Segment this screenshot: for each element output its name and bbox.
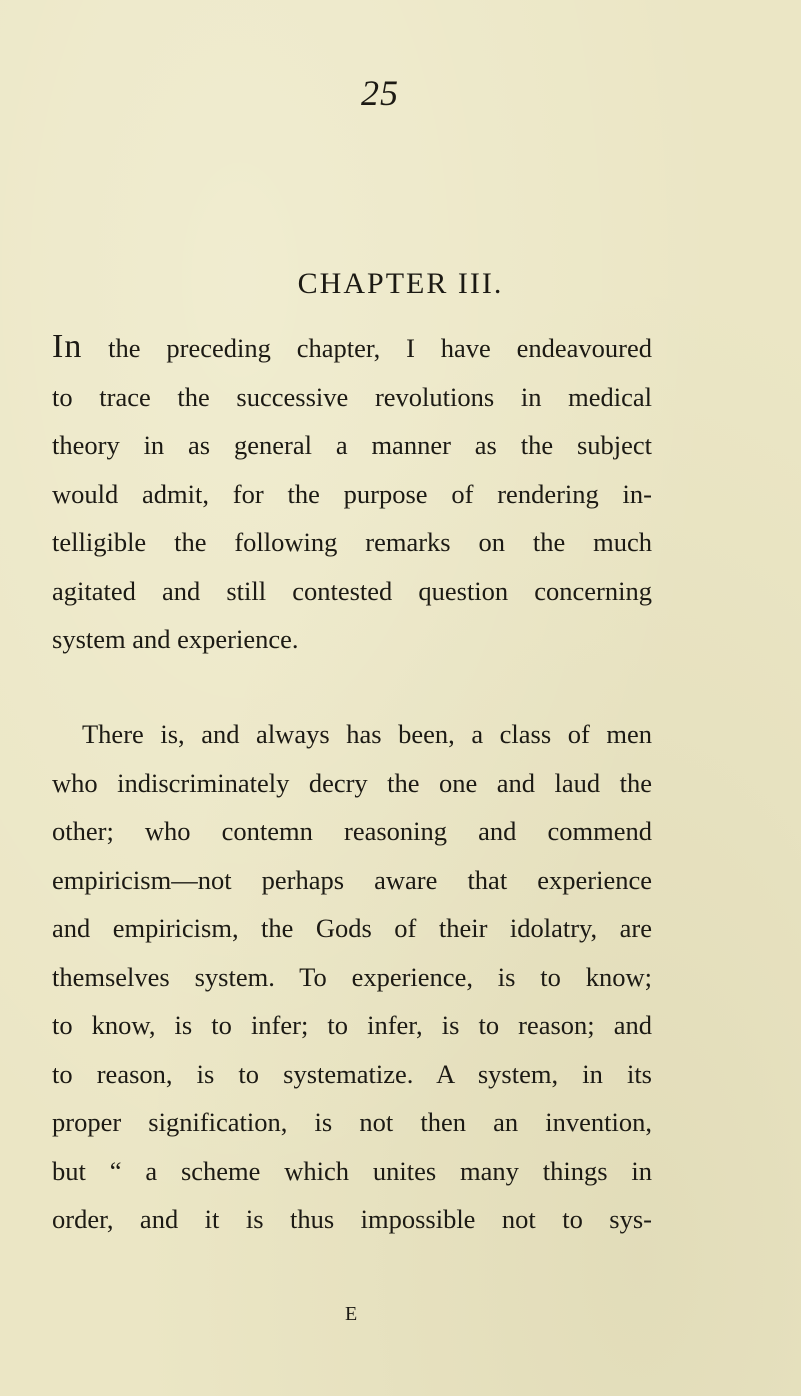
paragraph-1 (52, 323, 652, 664)
paragraph-line: system and experience. (52, 624, 299, 654)
page-number: 25 (361, 73, 399, 113)
paragraph-line: agitated and still contested question concerning (52, 575, 652, 606)
paragraph-2 (52, 710, 652, 1244)
paragraph-line: proper signification, is not then an invention, (52, 1107, 652, 1137)
paragraph-line: There is, and always has been, a class of men (82, 719, 652, 749)
paragraph-line: to trace the successive revolutions in medical (52, 381, 652, 412)
paragraph-line: to know, is to infer; to infer, is to reason; and (52, 1010, 652, 1040)
paragraph-line: telligible the following remarks on the much (52, 527, 652, 557)
paragraph-line: to reason, is to systematize. A system, in its (52, 1058, 652, 1089)
paragraph-line: would admit, for the purpose of rendering in- (52, 478, 652, 509)
paragraph-line: order, and it is thus impossible not to sys- (52, 1204, 652, 1234)
paragraph-lead-in: In (52, 328, 83, 365)
paragraph-line: themselves system. To experience, is to know; (52, 961, 652, 992)
chapter-heading: CHAPTER III. (297, 267, 504, 300)
paragraph-line: empiricism—not perhaps aware that experience (52, 864, 652, 895)
paragraph-line: who indiscriminately decry the one and laud the (52, 767, 652, 798)
paragraph-line-text: the preceding chapter, I have endeavoured (82, 333, 652, 363)
paragraph-line (52, 323, 652, 373)
paragraph-line: other; who contemn reasoning and commend (52, 816, 652, 846)
signature-mark: E (345, 1303, 359, 1325)
paragraph-line: theory in as general a manner as the subject (52, 430, 652, 460)
paragraph-line: and empiricism, the Gods of their idolatry, are (52, 913, 652, 943)
paragraph-line: but “ a scheme which unites many things in (52, 1155, 652, 1186)
